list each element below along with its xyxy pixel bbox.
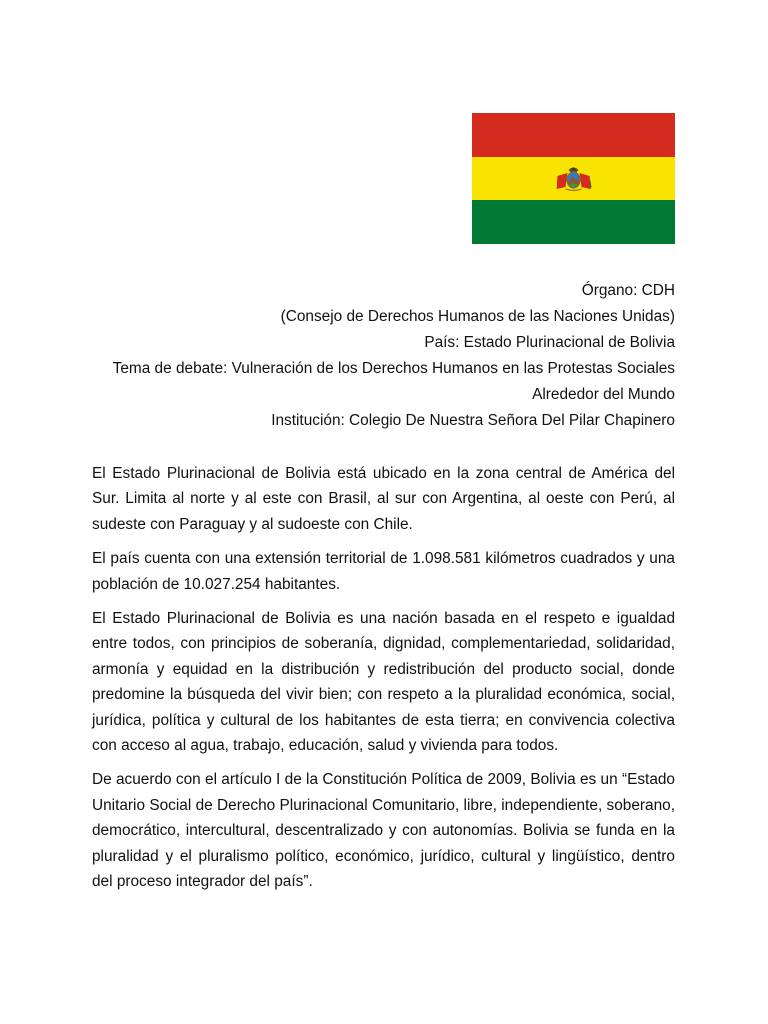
paragraph-ubicacion: El Estado Plurinacional de Bolivia está ubicado en la zona central de América del Sur. Limita al norte y al este con Brasil, al sur con Argentina, al oeste con Perú, al sudeste con Paraguay y al sudoeste con Chile. bbox=[92, 465, 675, 533]
tema-line-1: Tema de debate: Vulneración de los Derechos Humanos en las Protestas Sociales bbox=[112, 360, 675, 377]
header-block bbox=[92, 278, 675, 434]
paragraph-principios: El Estado Plurinacional de Bolivia es una nación basada en el respeto e igualdad entre todos, con principios de soberanía, dignidad, complementariedad, solidaridad, armonía y equidad en la distribución y redistribución del producto social, donde predomine la búsqueda del vivir bien; con respeto a la pluralidad económica, social, jurídica, política y cultural de los habitantes de esta tierra; en convivencia colectiva con acceso al agua, trabajo, educación, salud y vivienda para todos. bbox=[92, 610, 675, 755]
flag-red-stripe bbox=[472, 113, 675, 157]
bolivia-flag bbox=[472, 113, 675, 244]
organo-line: Órgano: CDH bbox=[581, 282, 675, 299]
flag-green-stripe bbox=[472, 200, 675, 244]
organo-full-line: (Consejo de Derechos Humanos de las Naciones Unidas) bbox=[280, 308, 675, 325]
body-text bbox=[92, 461, 675, 904]
paragraph-extension: El país cuenta con una extensión territorial de 1.098.581 kilómetros cuadrados y una población de 10.027.254 habitantes. bbox=[92, 550, 675, 593]
pais-line: País: Estado Plurinacional de Bolivia bbox=[424, 334, 675, 351]
tema-line-2: Alrededor del Mundo bbox=[532, 386, 675, 403]
institucion-line: Institución: Colegio De Nuestra Señora Del Pilar Chapinero bbox=[271, 412, 675, 429]
paragraph-constitucion: De acuerdo con el artículo I de la Constitución Política de 2009, Bolivia es un “Estado Unitario Social de Derecho Plurinacional Comunitario, libre, independiente, soberano, democrático, intercultural, descentralizado y con autonomías. Bolivia se funda en la pluralidad y el pluralismo político, económico, jurídico, cultural y lingüístico, dentro del proceso integrador del país”. bbox=[92, 771, 675, 891]
